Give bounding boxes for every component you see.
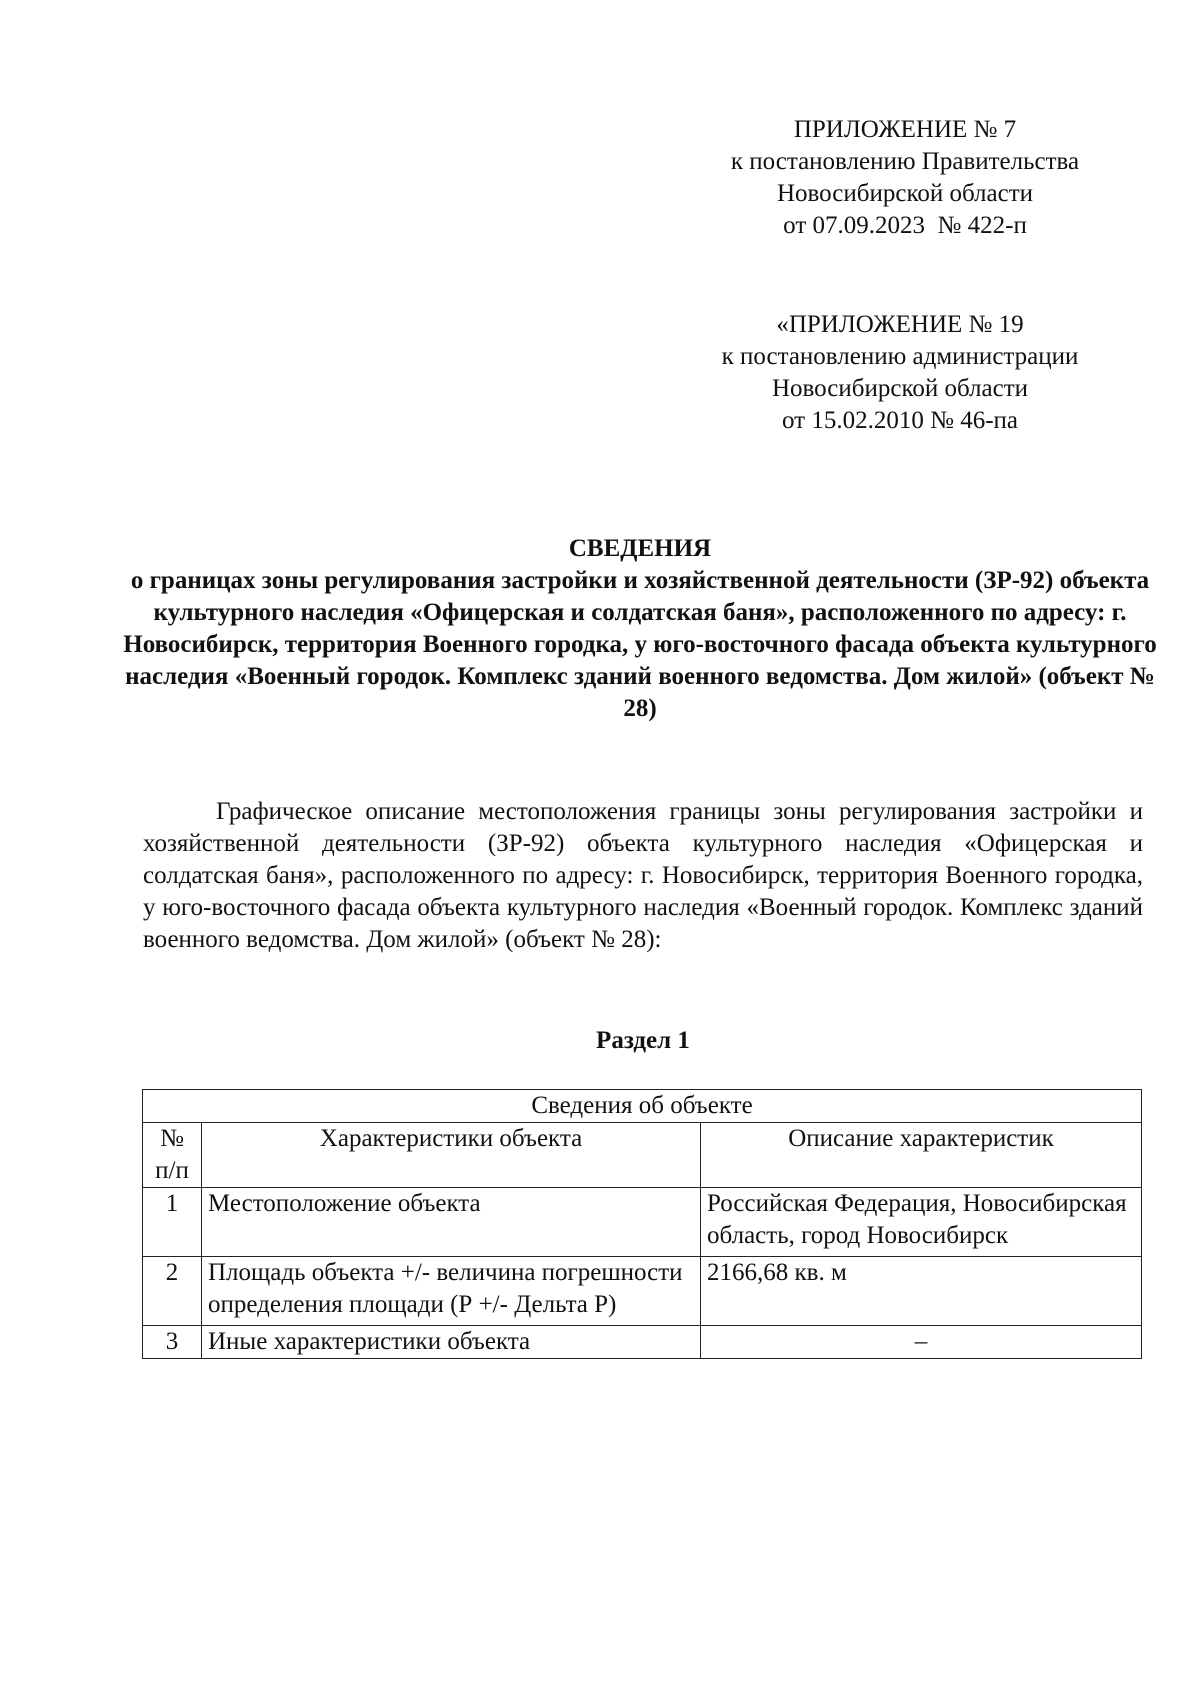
table-row xyxy=(143,1326,1142,1359)
row-num: 2 xyxy=(143,1257,202,1326)
row-characteristic: Иные характеристики объекта xyxy=(202,1326,701,1359)
appendix-original-line-2: к постановлению администрации xyxy=(721,343,1079,370)
document-subtitle: о границах зоны регулирования застройки и хозяйственной деятельности (ЗР-92) объекта культурного наследия «Офицерская и солдатская баня», расположенного по адресу: г. Новосибирск, территория Военного городка, у юго-восточного фасада объекта культурного наследия «Военный городок. Комплекс зданий военного ведомства. Дом жилой» (объект № 28) xyxy=(123,567,1157,722)
table-row xyxy=(143,1188,1142,1257)
description-paragraph: Графическое описание местоположения границы зоны регулирования застройки и хозяйственной деятельности (ЗР-92) объекта культурного наследия «Офицерская и солдатская баня», расположенного по адресу: г. Новосибирск, территория Военного городка, у юго-восточного фасада объекта культурного наследия «Военный городок. Комплекс зданий военного ведомства. Дом жилой» (объект № 28): xyxy=(143,798,1143,953)
appendix-current-line-4: от 07.09.2023 № 422-п xyxy=(783,212,1027,239)
row-num: 3 xyxy=(143,1326,202,1359)
table-header-row xyxy=(143,1123,1142,1188)
row-characteristic: Местоположение объекта xyxy=(202,1188,701,1257)
row-num: 1 xyxy=(143,1188,202,1257)
row-description: Российская Федерация, Новосибирская область, город Новосибирск xyxy=(701,1188,1142,1257)
document-title: СВЕДЕНИЯ xyxy=(568,535,712,562)
table-caption: Сведения об объекте xyxy=(143,1090,1142,1123)
appendix-original-block xyxy=(690,309,1110,437)
section-heading: Раздел 1 xyxy=(596,1027,690,1054)
row-description: 2166,68 кв. м xyxy=(701,1257,1142,1326)
appendix-original-line-1: «ПРИЛОЖЕНИЕ № 19 xyxy=(776,311,1024,338)
header-characteristic: Характеристики объекта xyxy=(202,1123,701,1188)
appendix-original-line-4: от 15.02.2010 № 46-па xyxy=(782,407,1018,434)
document-title-block xyxy=(110,533,1170,725)
appendix-current-block xyxy=(695,114,1115,242)
appendix-current-line-2: к постановлению Правительства xyxy=(730,148,1080,175)
table-row xyxy=(143,1257,1142,1326)
row-characteristic: Площадь объекта +/- величина погрешности определения площади (Р +/- Дельта Р) xyxy=(202,1257,701,1326)
appendix-current-line-1: ПРИЛОЖЕНИЕ № 7 xyxy=(793,116,1017,143)
appendix-original-line-3: Новосибирской области xyxy=(771,375,1029,402)
header-num: № п/п xyxy=(143,1123,202,1188)
row-description: – xyxy=(701,1326,1142,1359)
table-caption-row xyxy=(143,1090,1142,1123)
header-description: Описание характеристик xyxy=(701,1123,1142,1188)
appendix-current-line-3: Новосибирской области xyxy=(776,180,1034,207)
object-info-table xyxy=(142,1089,1142,1359)
